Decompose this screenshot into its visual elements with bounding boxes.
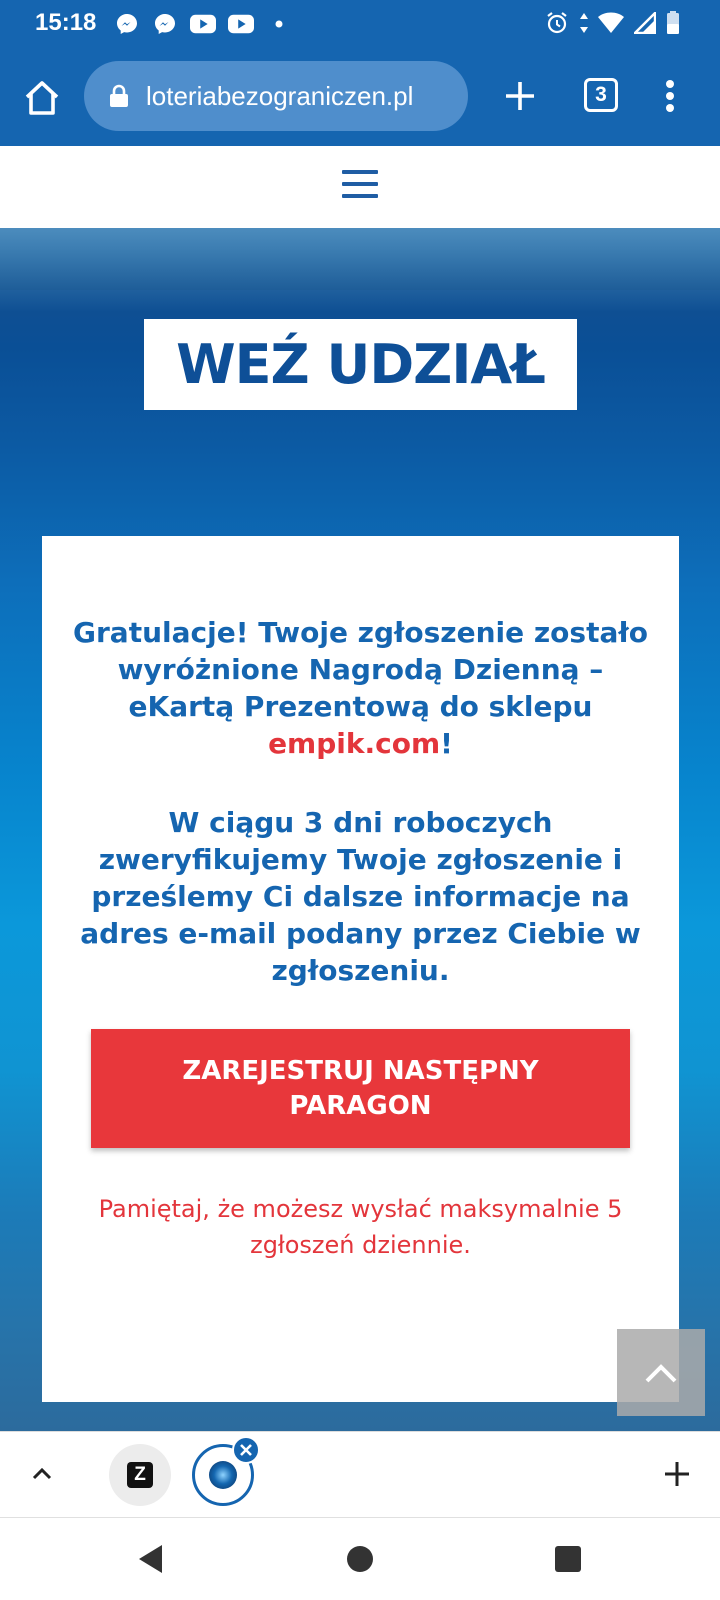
bottom-tab-strip: [0, 1431, 720, 1517]
status-time: 15:18: [35, 9, 97, 36]
messenger-icon: [114, 11, 140, 37]
back-triangle-icon: [136, 1542, 166, 1576]
site-header: [0, 146, 720, 228]
tab-thumbnail[interactable]: [109, 1444, 171, 1506]
result-card: [42, 536, 679, 1402]
page-title-box: [144, 319, 577, 410]
site-favicon: [209, 1461, 237, 1489]
dot-icon: [266, 11, 292, 37]
hamburger-line: [342, 182, 378, 186]
nav-back-button[interactable]: [136, 1542, 166, 1576]
status-system-icons: [544, 10, 680, 36]
hamburger-menu-button[interactable]: [342, 170, 378, 202]
brand-link: empik.com: [268, 727, 441, 760]
messenger-icon: [152, 11, 178, 37]
youtube-icon: [228, 11, 254, 37]
address-bar[interactable]: [84, 61, 468, 131]
tab-strip-new-tab-button[interactable]: [662, 1459, 692, 1489]
congratulations-end: !: [440, 727, 453, 760]
alarm-icon: [544, 10, 570, 36]
tab-switcher-button[interactable]: 3: [584, 78, 618, 112]
youtube-icon: [190, 11, 216, 37]
browser-toolbar: [0, 48, 720, 146]
close-icon: [239, 1443, 253, 1457]
home-icon: [20, 76, 64, 120]
url-text[interactable]: loteriabezograniczen.pl: [146, 81, 414, 111]
chevron-up-icon: [643, 1361, 679, 1385]
plus-icon: [502, 78, 538, 114]
back-to-top-button[interactable]: [617, 1329, 705, 1416]
wifi-icon: [598, 10, 624, 36]
battery-icon: [666, 10, 680, 36]
page-title: WEŹ UDZIAŁ: [176, 333, 545, 396]
hamburger-line: [342, 194, 378, 198]
new-tab-button[interactable]: [502, 78, 538, 114]
nav-home-button[interactable]: [347, 1546, 373, 1572]
nav-recents-button[interactable]: [555, 1546, 581, 1572]
close-tab-button[interactable]: [232, 1436, 260, 1464]
register-next-receipt-button[interactable]: ZAREJESTRUJ NASTĘPNY PARAGON: [91, 1029, 630, 1148]
status-notification-icons: [114, 11, 292, 37]
more-vert-icon: [655, 76, 685, 116]
plus-icon: [662, 1459, 692, 1489]
tab-strip-expand-button[interactable]: [28, 1460, 56, 1488]
browser-menu-button[interactable]: [655, 76, 685, 116]
status-bar: [0, 0, 720, 48]
home-button[interactable]: [20, 76, 64, 120]
lock-icon: [108, 84, 130, 108]
z-app-icon: Z: [127, 1462, 153, 1488]
signal-icon: [632, 10, 658, 36]
daily-limit-note: Pamiętaj, że możesz wysłać maksymalnie 5 zgłoszeń dziennie.: [98, 1195, 623, 1259]
verification-message: W ciągu 3 dni roboczych zweryfikujemy Twoje zgłoszenie i prześlemy Ci dalsze informacje na adres e-mail podany przez Ciebie w zgłoszeniu.: [80, 806, 641, 987]
chevron-up-icon: [28, 1460, 56, 1488]
hamburger-line: [342, 170, 378, 174]
congratulations-text: Gratulacje! Twoje zgłoszenie zostało wyróżnione Nagrodą Dzienną – eKartą Prezentową do sklepu: [73, 616, 648, 723]
congratulations-message: [72, 614, 649, 762]
ocean-waves: [0, 228, 720, 290]
system-navigation-bar: [0, 1517, 720, 1600]
data-arrows-icon: [578, 10, 590, 36]
